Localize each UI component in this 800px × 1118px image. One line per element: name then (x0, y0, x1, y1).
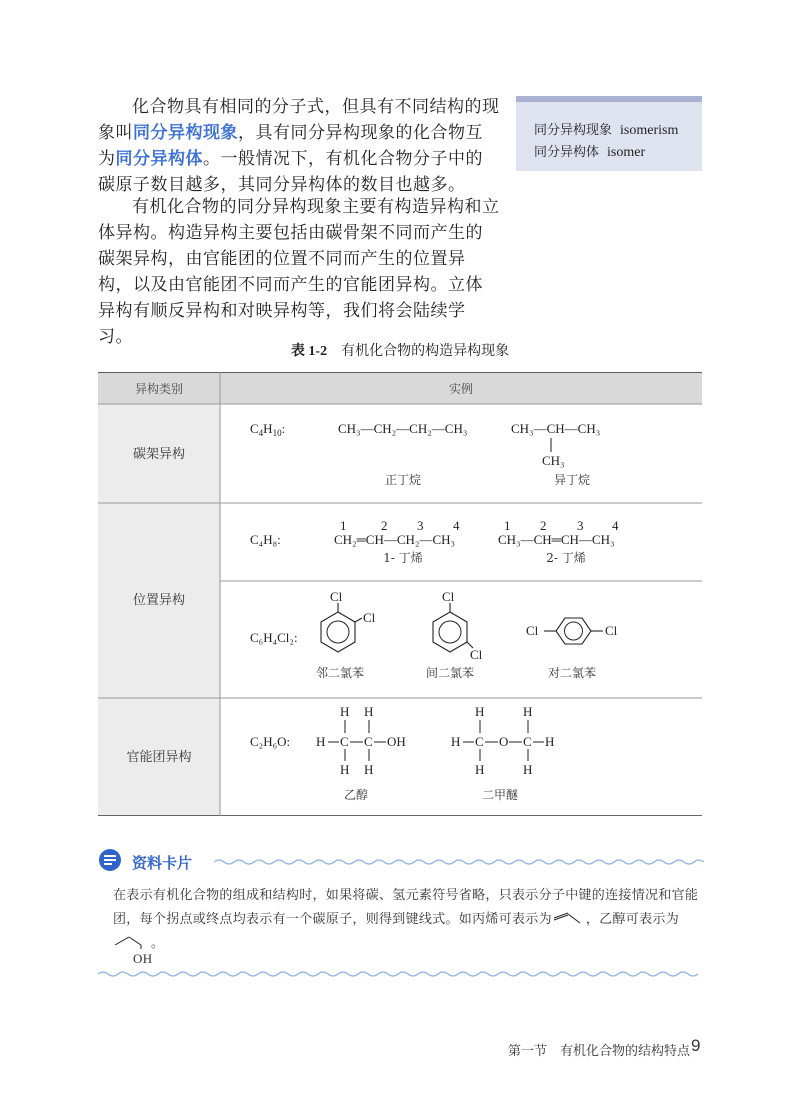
formula-c6h4cl2: C₆H₄Cl₂: (250, 630, 298, 645)
table-number: 表 1-2 (290, 344, 328, 359)
name-ethanol: 乙醇 (343, 788, 369, 802)
ethanol-h-bot2: H (364, 762, 374, 777)
footer-section-title: 第一节 有机化合物的结构特点 (508, 1044, 691, 1059)
name-1-butene: 1- 丁烯 (383, 551, 423, 565)
table-header-bg (98, 372, 702, 404)
ethanol-h-top1: H (340, 704, 350, 719)
ether-h-bot1: H (475, 762, 485, 777)
name-ortho: 邻二氯苯 (315, 666, 365, 680)
isobutane-structure: CH₃—CH—CH₃ (511, 421, 601, 436)
category-carbon-skeleton: 碳架异构 (132, 447, 186, 462)
carbon-number-1: 1 (340, 518, 347, 533)
meta-dichlorobenzene-structure (433, 603, 473, 652)
ortho-dichlorobenzene-structure (321, 603, 362, 652)
para1-text-b: ，具有同分异构现象的化合物互为 (98, 123, 483, 169)
category-functional-group: 官能团异构 (126, 750, 192, 765)
page-number: 9 (691, 1036, 701, 1055)
name-meta: 间二氯苯 (425, 666, 475, 680)
category-position: 位置异构 (132, 593, 186, 608)
ether-h-top2: H (523, 704, 533, 719)
propene-skeletal-formula (552, 911, 586, 925)
col-header-example: 实例 (448, 382, 474, 396)
paragraph-isomer-types: 有机化合物的同分异构现象主要有构造异构和立体异构。构造异构主要包括由碳骨架不同而产生的碳架异构，由官能团的位置不同而产生的位置异构，以及由官能团不同而产生的官能团异构。立体异构有顺反异构和对映异构等，我们将会陆续学习。 (98, 197, 500, 347)
carbon-number-2: 2 (381, 518, 388, 533)
ethanol-c2: C (364, 734, 373, 749)
card-text-b: ，乙醇可表示为 (585, 912, 680, 927)
ethanol-oh-label: OH (133, 951, 153, 966)
para1-text-c: 。一般情况下，有机化合物分子中的碳原子数目越多，其同分异构体的数目也越多。 (98, 149, 483, 195)
para-cl-1: Cl (526, 623, 539, 638)
wave-divider-top (214, 858, 704, 866)
isobutane-branch: CH₃ (542, 453, 565, 468)
card-text-c: 。 (151, 936, 165, 951)
ether-h-left: H (451, 734, 461, 749)
n-butane-structure: CH₃—CH₂—CH₂—CH₃ (338, 421, 468, 436)
para-cl-2: Cl (605, 623, 618, 638)
name-para: 对二氯苯 (547, 666, 597, 680)
glossary-zh: 同分异构现象 (534, 123, 613, 138)
ethanol-c1: C (340, 734, 349, 749)
carbon-number-1b: 1 (504, 518, 511, 533)
ether-h-top1: H (475, 704, 485, 719)
carbon-number-4b: 4 (612, 518, 619, 533)
info-card-icon (98, 848, 128, 872)
ethanol-h-bot1: H (340, 762, 350, 777)
meta-cl-1: Cl (442, 589, 455, 604)
wave-divider-bottom (98, 970, 704, 978)
info-card-text (113, 884, 705, 966)
ethanol-h-top2: H (364, 704, 374, 719)
ethanol-skeletal-formula (113, 933, 153, 966)
para-dichlorobenzene-structure (544, 618, 603, 644)
ethanol-h-left: H (316, 734, 326, 749)
term-isomerism: 同分异构现象 (133, 123, 238, 143)
formula-c4h10: $C_4H_{10}$: (250, 421, 286, 438)
table-title: 有机化合物的构造异构现象 (341, 343, 510, 359)
formula-c4h8: C₄H₈: (250, 532, 281, 547)
formula-c2h6o: C₂H₆O: (250, 734, 291, 749)
carbon-number-3: 3 (417, 518, 424, 533)
ether-o: O (499, 734, 509, 749)
para1-text-a: 化合物具有相同的分子式，但具有不同结构的现象叫 (98, 97, 500, 143)
carbon-number-3b: 3 (577, 518, 584, 533)
meta-cl-2: Cl (470, 647, 483, 662)
2-butene-structure: CH₃—CH═CH—CH₃ (498, 532, 615, 547)
glossary-term-row (534, 120, 702, 142)
isomer-table (98, 372, 702, 816)
card-text-a: 在表示有机化合物的组成和结构时，如果将碳、氢元素符号省略，只表示分子中键的连接情况和官能团，每个拐点或终点均表示有一个碳原子，则得到键线式。如丙烯可表示为 (113, 888, 699, 927)
ether-c2: C (523, 734, 532, 749)
term-isomer: 同分异构体 (115, 149, 203, 169)
glossary-sidebar (516, 96, 702, 171)
1-butene-structure: CH₂═CH—CH₂—CH₃ (334, 532, 456, 547)
name-n-butane: 正丁烷 (384, 473, 422, 487)
ether-c1: C (475, 734, 484, 749)
ether-h-bot2: H (523, 762, 533, 777)
paragraph-isomerism-definition (98, 94, 500, 198)
ethanol-structure (316, 704, 406, 777)
glossary-zh: 同分异构体 (534, 145, 600, 160)
ethanol-oh: OH (387, 734, 406, 749)
glossary-en: isomer (607, 145, 646, 160)
glossary-term-row (534, 142, 702, 164)
name-isobutane: 异丁烷 (553, 473, 591, 487)
ortho-cl-2: Cl (363, 610, 376, 625)
carbon-number-2b: 2 (540, 518, 547, 533)
table-caption (0, 340, 800, 360)
ortho-cl-1: Cl (330, 589, 343, 604)
col-header-category: 异构类别 (134, 382, 184, 396)
dimethyl-ether-structure (451, 704, 554, 777)
carbon-number-4: 4 (453, 518, 460, 533)
glossary-en: isomerism (620, 123, 679, 138)
name-2-butene: 2- 丁烯 (546, 551, 586, 565)
ether-h-right: H (545, 734, 555, 749)
name-dimethyl-ether: 二甲醚 (481, 788, 519, 802)
info-card-title: 资料卡片 (132, 854, 193, 872)
